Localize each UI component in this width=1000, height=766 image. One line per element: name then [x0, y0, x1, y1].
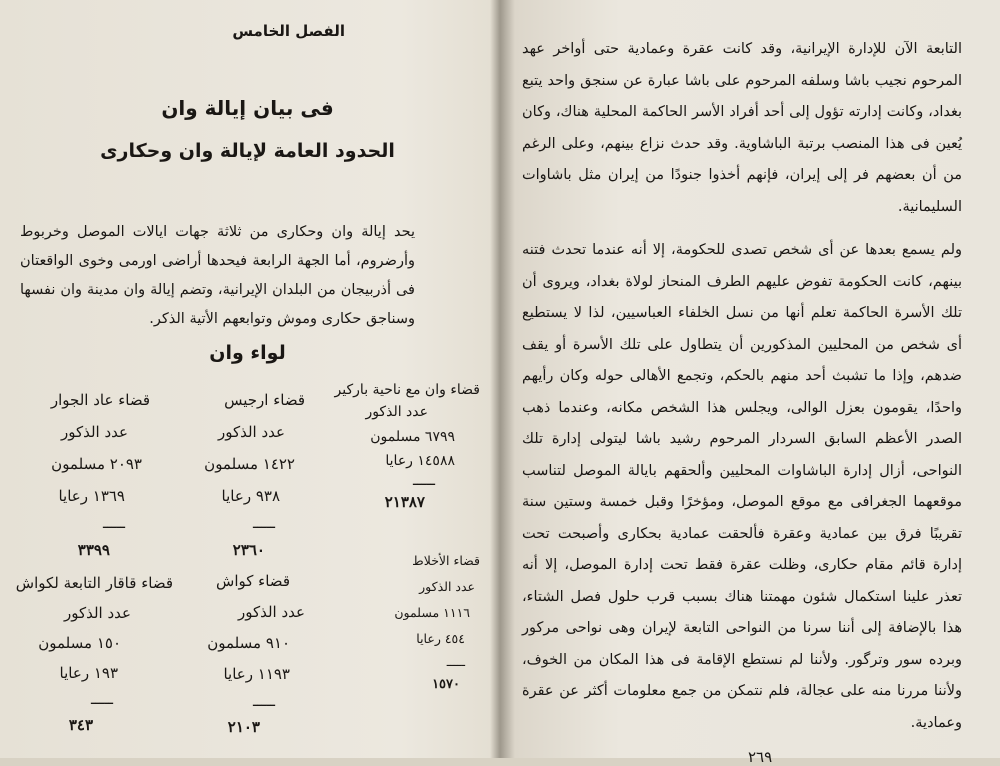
district-name: قضاء كواش	[216, 572, 290, 590]
district-total: ٢١٠٣	[227, 718, 260, 736]
district-muslims: ١٤٢٢ مسلمون	[204, 455, 295, 473]
district-muslims: ١١١٦ مسلمون	[394, 605, 470, 620]
district-raaya: ١٩٣ رعايا	[59, 664, 118, 682]
paragraph: ولم يسمع بعدها عن أى شخص تصدى للحكومة، إلا أنه عندما تحدث فتنه بينهم، كانت الحكومة تفوض عليهم الطرف المنحاز لولاة بغداد، ويروى أن تلك الأسرة الحاكمة تعلم أنها من نسل الخلفاء العباسيين، لذا لا يستطيع أى شخص من المحليين المذكورين أن يتطاول على تلك الأسرة أو يقف ضدهم، وإذا ما تشبث أحد منهم بالحكم، وتجمع الأهالى حوله وكان رأيهم واحدًا، يقومون بعزل الوالى، ويجلس هذا الشخص مكانه، وعندما ذهب الصدر الأعظم السابق السردار المرحوم رشيد باشا ليتولى إدارة تلك النواحى، أزال إدارة الباشاوات المحليين وألحقهم بايالة الموصل لتناسب موقعهما الجغرافى مع موقع الموصل، ومؤخرًا وقبل خمسة وستين سنة تقريبًا فرق بين عمادية وعقرة فألحقت عمادية بحكارى وأصبحت تحت إدارة قائم مقام حكارى، وظلت عقرة فقط تحت إدارة الموصل، إلا أنه تعذر علينا استكمال شئون مهمتنا هناك بسبب قرب حلول فصل الشتاء، هذا بالإضافة إلى أننا سرنا من النواحى التابعة لإيران وهى نواحى مركور وبرده سور وترگور. ولأننا لم نستطع الإقامة فى هذا المكان من الخوف، ولأننا مررنا منه على عجالة، فلم نتمكن من جمع معلومات أكثر عن عقرة وعمادية.	[522, 242, 962, 731]
district-separator: ـــــ	[413, 471, 435, 489]
district-name: قضاء وان مع ناحية باركير	[334, 382, 480, 398]
district-total: ٢١٣٨٧	[384, 493, 425, 511]
liwa-heading: لواء وان	[209, 342, 286, 364]
district-count-label: عدد الذكور	[237, 603, 305, 621]
district-block	[207, 566, 325, 743]
page-number: ٢٦٩	[748, 748, 773, 766]
district-block	[204, 384, 305, 566]
district-separator: ـــــ	[103, 514, 125, 532]
district-block	[16, 568, 173, 740]
district-raaya: ٤٥٤ رعايا	[416, 631, 465, 646]
district-muslims: ٢٠٩٣ مسلمون	[51, 455, 142, 473]
district-total: ١٥٧٠	[432, 677, 460, 692]
district-block	[335, 382, 480, 511]
right-page	[508, 0, 1000, 766]
district-count-label: عدد الذكور	[63, 604, 131, 622]
district-separator: ـــــ	[446, 654, 465, 669]
district-block	[51, 384, 150, 566]
paragraph: التابعة الآن للإدارة الإيرانية، وقد كانت عقرة وعمادية حتى أواخر عهد المرحوم نجيب باشا وسلفه المرحوم على باشا عبارة عن سنجق واحد يتبع بغداد، وكانت إدارته تؤول إلى أحد أفراد الأسر الحاكمة المحلية هناك، وكان يُعين فى هذا المنصب برتبة الباشاوية. وقد حدث نزاع بينهم، وعلى الرغم من أن بعضهم فر إلى إيران، فإنهم أخذوا جنودًا من إيران مثل باشاوات السليمانية.	[522, 41, 962, 215]
district-name: قضاء الأخلاط	[412, 553, 480, 568]
district-muslims: ١٥٠ مسلمون	[38, 634, 121, 652]
district-count-label: عدد الذكور	[365, 404, 428, 420]
district-name: قضاء عاد الجوار	[50, 391, 150, 409]
district-raaya: ٩٣٨ رعايا	[221, 487, 280, 505]
intro-paragraph: يحد إيالة وان وحكارى من ثلاثة جهات ايالات الموصل وخربوط وأرضروم، أما الجهة الرابعة فيحدها أراضى اورمى وخوى الواقعتان فى أذربيجان من البلدان الإيرانية، وتضم إيالة وان مدينة وان نفسها وسناجق حكارى وموش وتوابعهم الأتية الذكر.	[20, 224, 415, 327]
district-count-label: عدد الذكور	[217, 423, 285, 441]
district-separator: ـــــ	[91, 690, 113, 708]
district-raaya: ١١٩٣ رعايا	[223, 665, 290, 683]
district-raaya: ١٤٥٨٨ رعايا	[385, 453, 455, 469]
running-head: الفصل الخامس	[232, 22, 345, 40]
section-title: فى بيان إيالة وان	[161, 96, 334, 120]
district-raaya: ١٣٦٩ رعايا	[58, 487, 125, 505]
district-count-label: عدد الذكور	[60, 423, 128, 441]
district-total: ٣٣٩٩	[77, 541, 110, 559]
body-text	[522, 34, 962, 739]
left-page	[0, 0, 495, 758]
district-muslims: ٩١٠ مسلمون	[207, 634, 290, 652]
district-separator: ـــــ	[253, 692, 275, 710]
district-muslims: ٦٧٩٩ مسلمون	[370, 429, 455, 445]
district-separator: ـــــ	[253, 514, 275, 532]
district-name: قضاء قاقار التابعة لكواش	[15, 574, 173, 592]
district-block	[394, 548, 480, 698]
district-name: قضاء ارجيس	[224, 391, 305, 409]
section-subtitle: الحدود العامة لإيالة وان وحكارى	[100, 140, 395, 162]
district-count-label: عدد الذكور	[419, 579, 475, 594]
district-total: ٣٤٣	[68, 716, 93, 734]
district-total: ٢٣٦٠	[232, 541, 265, 559]
